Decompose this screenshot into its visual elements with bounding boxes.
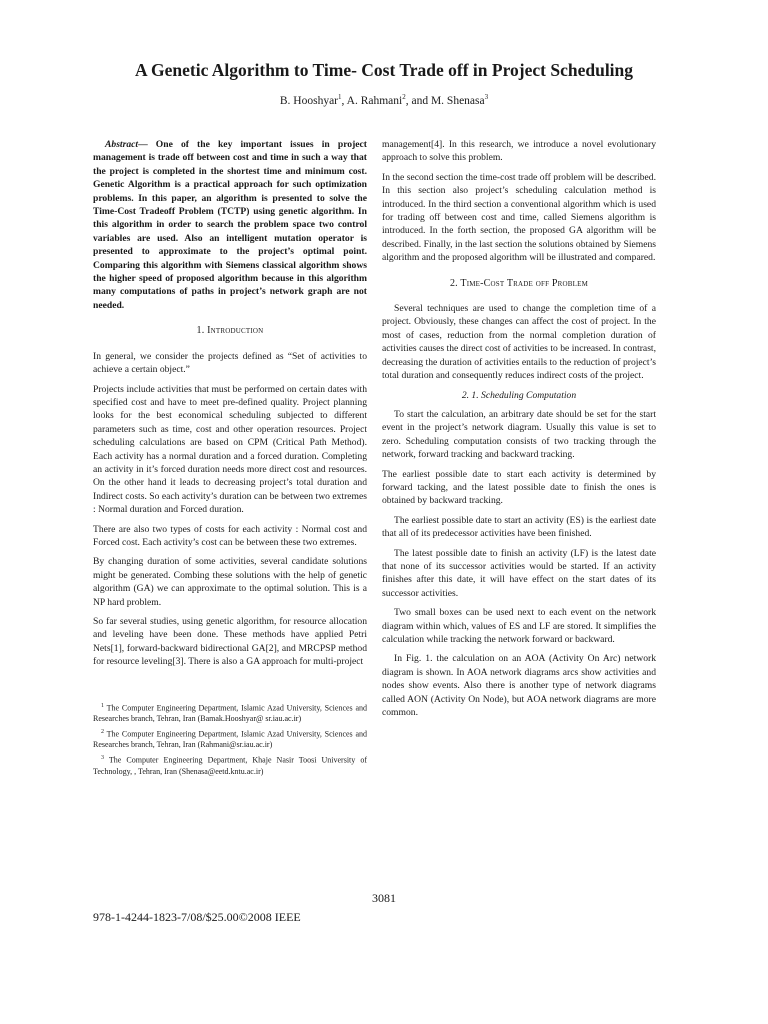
left-column — [93, 138, 367, 779]
abstract-label: Abstract — [105, 139, 139, 150]
intro-paragraph: So far several studies, using genetic algorithm, for resource allocation and leveling have been done. These methods have applied Petri Nets[1], forward-backward bidirectional GA[2], and MRCPSP method for resource leveling[3]. There is also a GA approach for multi-project — [93, 616, 367, 668]
body-paragraph: The earliest possible date to start each activity is determined by forward tacking, and the latest possible date to finish the ones is obtained by backward tracking. — [382, 468, 656, 507]
intro-paragraph: In general, we consider the projects defined as “Set of activities to achieve a certain object.” — [93, 350, 367, 376]
footnote-mark: 2 — [101, 728, 104, 735]
author-affiliation-mark: 3 — [484, 93, 489, 101]
section-heading-time-cost: 2. Time-Cost Trade off Problem — [449, 277, 589, 289]
footnote — [93, 701, 367, 725]
subsection-heading-scheduling: 2. 1. Scheduling Computation — [461, 389, 577, 401]
author-separator: , — [341, 94, 347, 107]
author-separator: , and — [405, 94, 431, 107]
body-paragraph: Several techniques are used to change the completion time of a project. Obviously, these changes can affect the cost of project. In the most of cases, reduction from the normal completion duration of activities causes the direct cost of activities to be increased. In contrast, decreasing the duration of activities entails to the reduction of project’s total duration and consequently reduces indirect costs of the project. — [382, 303, 656, 382]
abstract-text: — One of the key important issues in project management is trade off between cost and time in such a way that the project is completed in the shortest time and minimum cost. Genetic Algorithm is a practical approach for such optimization problems. In this paper, an algorithm is presented to solve the Time-Cost Tradeoff Problem (TCTP) using genetic algorithm. In this algorithm in order to search the problem space two control variables are used. Also an intelligent mutation operator is presented to approximate to the project’s optimal point. Comparing this algorithm with Siemens classical algorithm shows the higher speed of proposed algorithm because in this algorithm many computations of paths in project’s network graph are not needed. — [93, 139, 367, 311]
section-heading-introduction: 1. Introduction — [196, 325, 264, 337]
page-number: 3081 — [372, 891, 396, 905]
footnote-mark: 3 — [101, 755, 104, 762]
footnote-text: The Computer Engineering Department, Islamic Azad University, Sciences and Researches branch, Tehran, Iran (Bamak.Hooshyar@ sr.iau.ac.ir) — [93, 703, 367, 724]
author-affiliation-mark: 2 — [402, 93, 406, 101]
abstract — [93, 138, 367, 312]
author-name: B. Hooshyar — [279, 94, 339, 107]
body-paragraph: The earliest possible date to start an activity (ES) is the earliest date that all of its predecessor activities have been finished. — [382, 514, 656, 540]
footnote — [93, 753, 367, 777]
body-paragraph: To start the calculation, an arbitrary date should be set for the start event in the project’s network diagram. Usually this value is set to zero. Scheduling computation consists of two tracking through the network, forward tracking and backward tracking. — [382, 408, 656, 461]
body-paragraph: In the second section the time-cost trade off problem will be described. In this section also project’s scheduling calculation method is introduced. In the third section a conventional algorithm which is used for trading off between cost and time, called Siemens algorithm is introduced. In the forth section, the proposed GA algorithm will be described. Finally, in the last section the solutions obtained by Siemens algorithm and the proposed algorithm will be illustrated and compared. — [382, 171, 656, 264]
isbn-copyright: 978-1-4244-1823-7/08/$25.00©2008 IEEE — [93, 910, 301, 924]
body-paragraph: In Fig. 1. the calculation on an AOA (Activity On Arc) network diagram is shown. In AOA network diagrams arcs show activities and nodes show events. Also there is another type of network diagrams called AON (Activity On Node), but AOA network diagrams are more common. — [382, 653, 656, 719]
right-column — [382, 138, 656, 725]
body-paragraph: The latest possible date to finish an activity (LF) is the latest date that none of its successor activities would be started. If an activity finishes after this date, it will have effect on the start dates of its successor activities. — [382, 547, 656, 599]
intro-paragraph: There are also two types of costs for each activity : Normal cost and Forced cost. Each activity’s cost can be between these two extremes. — [93, 523, 367, 548]
footnote-text: The Computer Engineering Department, Islamic Azad University, Sciences and Researches branch, Tehran, Iran (Rahmani@sr.iau.ac.ir) — [93, 729, 367, 750]
author-line — [0, 93, 768, 107]
author-name: A. Rahmani — [346, 94, 403, 107]
author-affiliation-mark: 1 — [338, 93, 342, 101]
footnote — [93, 727, 367, 751]
body-paragraph: management[4]. In this research, we introduce a novel evolutionary approach to solve this problem. — [382, 139, 656, 164]
intro-paragraph: Projects include activities that must be performed on certain dates with specified cost and have to meet pre-defined quality. Project planning looks for the best economical scheduling subjected to different parameters such as time, cost and other operation resources. Project scheduling calculations are based on CPM (Critical Path Method). Each activity has a normal duration and a forced duration. Completing an activity in it’s forced duration needs more direct cost and resources. On the other hand it leads to decreasing project’s total duration and Indirect costs. So each activity’s duration can be between two extremes : Normal duration and Forced duration. — [93, 383, 367, 516]
author-name: M. Shenasa — [430, 94, 485, 107]
paper-title: A Genetic Algorithm to Time- Cost Trade off in Project Scheduling — [134, 60, 634, 80]
footnote-text: The Computer Engineering Department, Khaje Nasir Toosi University of Technology, , Tehran, Iran (Shenasa@eetd.kntu.ac.ir) — [93, 755, 367, 776]
body-paragraph: Two small boxes can be used next to each event on the network diagram within which, values of ES and LF are stored. It simplifies the calculation while tracking the network forward or backward. — [382, 607, 656, 645]
footnotes — [93, 701, 367, 778]
intro-paragraph: By changing duration of some activities, several candidate solutions might be generated. Combing these solutions with the help of genetic algorithm (GA) we can approximate to the optimal solution. This is a NP hard problem. — [93, 556, 367, 608]
footnote-mark: 1 — [101, 702, 104, 709]
